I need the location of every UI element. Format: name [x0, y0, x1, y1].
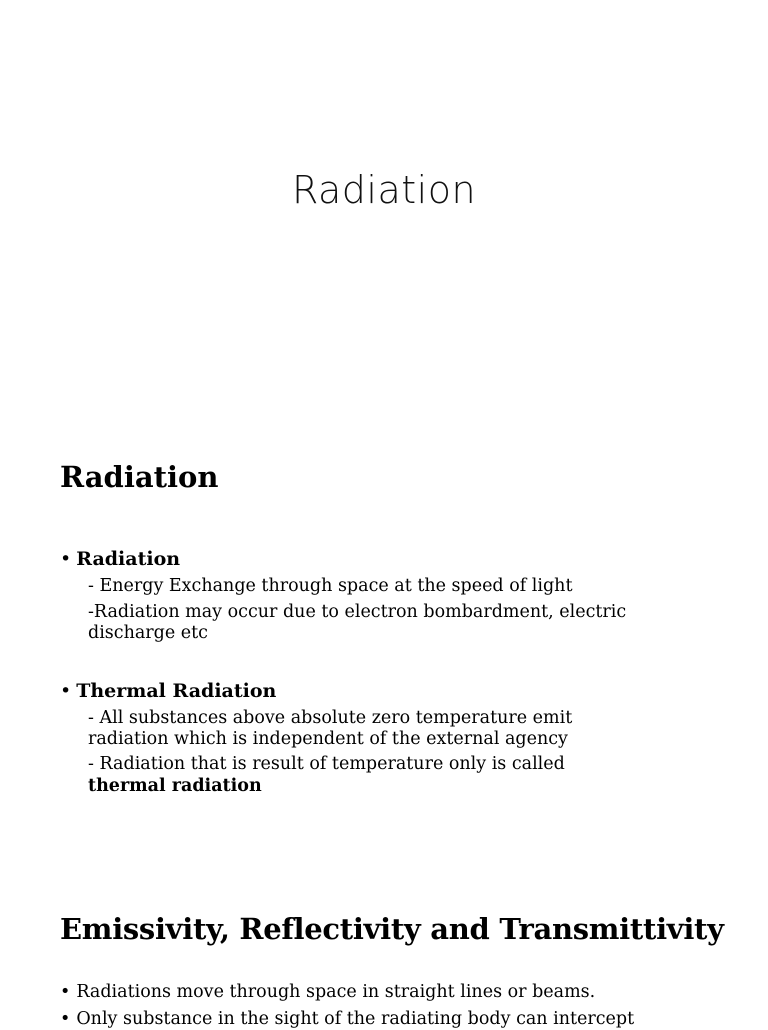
- bullet-text: Only substance in the sight of the radiating body can intercept: [76, 1009, 635, 1029]
- bullet-item: [60, 981, 595, 1003]
- emissivity-slide: [0, 864, 768, 1029]
- sub-line: discharge etc: [88, 623, 208, 643]
- bullet-dot-icon: •: [60, 680, 72, 702]
- bold-term: thermal radiation: [88, 776, 262, 796]
- bullet-dot-icon: •: [60, 982, 71, 1002]
- slide-heading: Emissivity, Reflectivity and Transmittivity: [60, 912, 724, 946]
- sub-line: - Radiation that is result of temperature only is called: [88, 754, 565, 774]
- bullet-label: Radiation: [76, 548, 181, 570]
- slide-title: Radiation: [291, 168, 477, 212]
- title-slide: [0, 0, 768, 432]
- bullet-dot-icon: •: [60, 548, 72, 570]
- bullet-thermal-radiation: [60, 680, 276, 702]
- radiation-slide: [0, 432, 768, 864]
- bullet-item: [60, 1008, 634, 1030]
- sub-line: -Radiation may occur due to electron bombardment, electric: [88, 602, 627, 622]
- sub-line: radiation which is independent of the external agency: [88, 729, 568, 749]
- bullet-label: Thermal Radiation: [76, 680, 277, 702]
- bullet-radiation: [60, 548, 180, 570]
- slide-heading: Radiation: [60, 460, 219, 494]
- bullet-dot-icon: •: [60, 1009, 71, 1029]
- sub-line: - All substances above absolute zero temperature emit: [88, 708, 573, 728]
- sub-line: - Energy Exchange through space at the speed of light: [88, 576, 573, 596]
- sub-line-bold: [88, 776, 262, 797]
- bullet-text: Radiations move through space in straight lines or beams.: [76, 982, 596, 1002]
